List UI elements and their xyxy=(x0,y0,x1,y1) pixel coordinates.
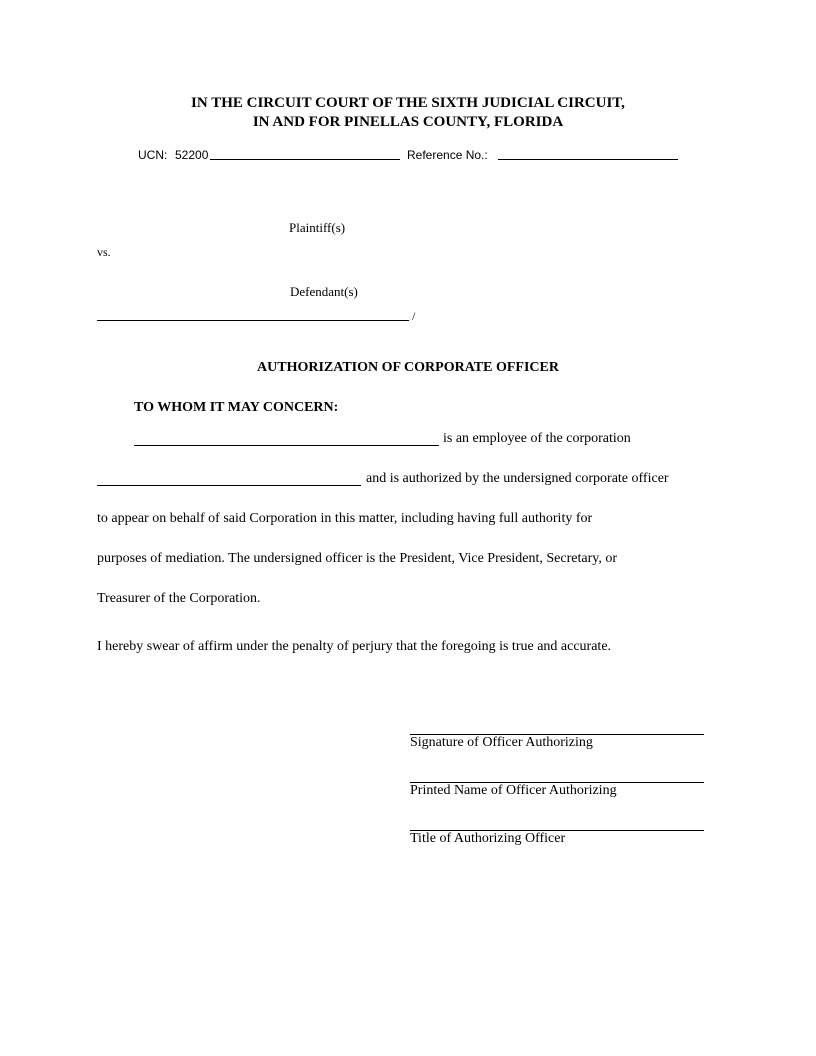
body-line5-text: Treasurer of the Corporation. xyxy=(97,591,261,606)
vs-label: vs. xyxy=(97,245,111,259)
ucn-label: UCN: xyxy=(138,148,168,162)
caption-slash: / xyxy=(412,309,416,323)
document-title: AUTHORIZATION OF CORPORATE OFFICER xyxy=(257,360,559,375)
ucn-value: 52200 xyxy=(175,148,209,162)
officer-title-label: Title of Authorizing Officer xyxy=(410,831,566,846)
body-line2-text: and is authorized by the undersigned corporate officer xyxy=(366,471,669,486)
reference-blank-line[interactable] xyxy=(498,159,678,160)
oath-statement: I hereby swear of affirm under the penalty of perjury that the foregoing is true and accurate. xyxy=(97,639,612,654)
body-line1-text: is an employee of the corporation xyxy=(443,431,631,446)
court-heading-line1: IN THE CIRCUIT COURT OF THE SIXTH JUDICIAL CIRCUIT, xyxy=(191,95,625,111)
employee-name-blank[interactable] xyxy=(134,445,439,446)
plaintiff-label: Plaintiff(s) xyxy=(289,220,346,235)
court-heading-line2: IN AND FOR PINELLAS COUNTY, FLORIDA xyxy=(252,114,564,130)
caption-closing-line xyxy=(97,320,409,321)
salutation: TO WHOM IT MAY CONCERN: xyxy=(134,400,339,415)
corporation-name-blank[interactable] xyxy=(97,485,361,486)
defendant-label: Defendant(s) xyxy=(290,284,358,299)
body-line3-text: to appear on behalf of said Corporation in this matter, including having full authority for xyxy=(97,511,593,526)
printed-name-label: Printed Name of Officer Authorizing xyxy=(410,783,617,798)
signature-label: Signature of Officer Authorizing xyxy=(410,735,593,750)
body-line4-text: purposes of mediation. The undersigned officer is the President, Vice President, Secretary, or xyxy=(97,551,618,566)
ucn-blank-line[interactable] xyxy=(210,159,400,160)
reference-label: Reference No.: xyxy=(407,148,488,162)
